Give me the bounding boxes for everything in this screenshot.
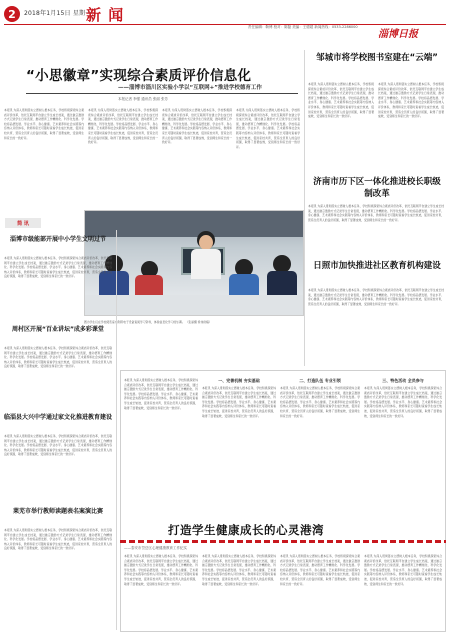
right-column-divider — [304, 50, 305, 366]
brief-body-4: 本报讯 为深入贯彻落实立德树人根本任务，学校积极探索综合素质评价改革，依托互联网平台建立学生成长档案，通过徽章激励方式记录学生日常表现，推动德育工作精细化、科学化发展。学校将品德发展、学业水平、身心健康、艺术素养和社会实践等内容纳入评价体系，教师和家长可随时查看学生成长轨迹，促进家校共育，营造全员育人的良好氛围，取得了显著成效，受到师生和家长的一致好评。 — [4, 528, 112, 551]
teacher-body-shape — [191, 249, 221, 279]
feature-lower-col-2: 本报讯 为深入贯彻落实立德树人根本任务，学校积极探索综合素质评价改革，依托互联网平台建立学生成长档案，通过徽章激励方式记录学生日常表现，推动德育工作精细化、科学化发展。学校将品德发展、学业水平、身心健康、艺术素养和社会实践等内容纳入评价体系，教师和家长可随时查看学生成长轨迹，促进家校共育，营造全员育人的良好氛围，取得了显著成效，受到师生和家长的一致好评。 — [202, 554, 276, 586]
right-brief-body-1b: 本报讯 为深入贯彻落实立德树人根本任务，学校积极探索综合素质评价改革，依托互联网平台建立学生成长档案，通过徽章激励方式记录学生日常表现，推动德育工作精细化、科学化发展。学校将品德发展、学业水平、身心健康、艺术素养和社会实践等内容纳入评价体系，教师和家长可随时查看学生成长轨迹，促进家校共育，营造全员育人的良好氛围，取得了显著成效，受到师生和家长的一致好评。 — [378, 82, 444, 119]
right-brief-title-3: 日照市加快推进社区教育机构建设 — [313, 261, 441, 271]
bookshelf-shape — [85, 211, 304, 237]
brief-title-1: 淄博市级能部开展中小学生文明过节 — [9, 236, 106, 243]
brief-title-2: 周村区开展“百业讲坛”成多彩课堂 — [12, 326, 104, 333]
newspaper-logo: 淄博日报 — [378, 29, 418, 40]
feature-column-1: 本报讯 为深入贯彻落实立德树人根本任务，学校积极探索综合素质评价改革，依托互联网平台建立学生成长档案，通过徽章激励方式记录学生日常表现，推动德育工作精细化、科学化发展。学校将品德发展、学业水平、身心健康、艺术素养和社会实践等内容纳入评价体系，教师和家长可随时查看学生成长轨迹，促进家校共育，营造全员育人的良好氛围，取得了显著成效，受到师生和家长的一致好评。 — [124, 378, 198, 410]
lead-column-4: 本报讯 为深入贯彻落实立德树人根本任务，学校积极探索综合素质评价改革，依托互联网平台建立学生成长档案，通过徽章激励方式记录学生日常表现，推动德育工作精细化、科学化发展。学校将品德发展、学业水平、身心健康、艺术素养和社会实践等内容纳入评价体系，教师和家长可随时查看学生成长轨迹，促进家校共育，营造全员育人的良好氛围，取得了显著成效，受到师生和家长的一致好评。 — [236, 108, 300, 149]
right-brief-body-1a: 本报讯 为深入贯彻落实立德树人根本任务，学校积极探索综合素质评价改革，依托互联网平台建立学生成长档案，通过徽章激励方式记录学生日常表现，推动德育工作精细化、科学化发展。学校将品德发展、学业水平、身心健康、艺术素养和社会实践等内容纳入评价体系，教师和家长可随时查看学生成长轨迹，促进家校共育，营造全员育人的良好氛围，取得了显著成效，受到师生和家长的一致好评。 — [308, 82, 374, 119]
lead-byline: 本报记者 李强 通讯员 张丽 张芳 — [118, 97, 168, 101]
right-brief-title-1: 邹城市将学校图书室建在“云端” — [316, 53, 438, 63]
feature-lower-col-3: 本报讯 为深入贯彻落实立德树人根本任务，学校积极探索综合素质评价改革，依托互联网平台建立学生成长档案，通过徽章激励方式记录学生日常表现，推动德育工作精细化、科学化发展。学校将品德发展、学业水平、身心健康、艺术素养和社会实践等内容纳入评价体系，教师和家长可随时查看学生成长轨迹，促进家校共育，营造全员育人的良好氛围，取得了显著成效，受到师生和家长的一致好评。 — [280, 554, 360, 586]
brief-title-3: 临淄县大兴中学通过家文化推进教育建设 — [4, 414, 113, 421]
left-column-divider — [116, 230, 117, 630]
lead-column-2: 本报讯 为深入贯彻落实立德树人根本任务，学校积极探索综合素质评价改革，依托互联网平台建立学生成长档案，通过徽章激励方式记录学生日常表现，推动德育工作精细化、科学化发展。学校将品德发展、学业水平、身心健康、艺术素养和社会实践等内容纳入评价体系，教师和家长可随时查看学生成长轨迹，促进家校共育，营造全员育人的良好氛围，取得了显著成效，受到师生和家长的一致好评。 — [88, 108, 158, 145]
news-photo — [84, 210, 304, 316]
brief-body-2: 本报讯 为深入贯彻落实立德树人根本任务，学校积极探索综合素质评价改革，依托互联网平台建立学生成长档案，通过徽章激励方式记录学生日常表现，推动德育工作精细化、科学化发展。学校将品德发展、学业水平、身心健康、艺术素养和社会实践等内容纳入评价体系，教师和家长可随时查看学生成长轨迹，促进家校共育，营造全员育人的良好氛围，取得了显著成效，受到师生和家长的一致好评。 — [4, 346, 112, 369]
photo-caption — [84, 320, 304, 324]
feature-column-4: 本报讯 为深入贯彻落实立德树人根本任务，学校积极探索综合素质评价改革，依托互联网平台建立学生成长档案，通过徽章激励方式记录学生日常表现，推动德育工作精细化、科学化发展。学校将品德发展、学业水平、身心健康、艺术素养和社会实践等内容纳入评价体系，教师和家长可随时查看学生成长轨迹，促进家校共育，营造全员育人的良好氛围，取得了显著成效，受到师生和家长的一致好评。 — [364, 386, 442, 418]
lead-subheadline: ——淄博市淄川区实验小学以“互联网+”推进学校德育工作 — [118, 85, 262, 91]
feature-subhead-2: 二、打造队伍 专业引领 — [299, 378, 341, 383]
briefs-label: 简 讯 — [5, 218, 41, 228]
page-number-badge: 2 — [4, 6, 20, 22]
brief-title-4: 莱芜市举行教师读题表名案演比赛 — [12, 508, 103, 515]
section-title: 新 闻 — [86, 6, 125, 24]
teacher-face-shape — [199, 235, 213, 250]
brief-body-1: 本报讯 为深入贯彻落实立德树人根本任务，学校积极探索综合素质评价改革，依托互联网平台建立学生成长档案，通过徽章激励方式记录学生日常表现，推动德育工作精细化、科学化发展。学校将品德发展、学业水平、身心健康、艺术素养和社会实践等内容纳入评价体系，教师和家长可随时查看学生成长轨迹，促进家校共育，营造全员育人的良好氛围，取得了显著成效，受到师生和家长的一致好评。 — [4, 256, 112, 279]
lead-column-3: 本报讯 为深入贯彻落实立德树人根本任务，学校积极探索综合素质评价改革，依托互联网平台建立学生成长档案，通过徽章激励方式记录学生日常表现，推动德育工作精细化、科学化发展。学校将品德发展、学业水平、身心健康、艺术素养和社会实践等内容纳入评价体系，教师和家长可随时查看学生成长轨迹，促进家校共育，营造全员育人的良好氛围，取得了显著成效，受到师生和家长的一致好评。 — [162, 108, 232, 145]
page-header — [0, 0, 450, 44]
right-brief-body-2: 本报讯 为深入贯彻落实立德树人根本任务，学校积极探索综合素质评价改革，依托互联网平台建立学生成长档案，通过徽章激励方式记录学生日常表现，推动德育工作精细化、科学化发展。学校将品德发展、学业水平、身心健康、艺术素养和社会实践等内容纳入评价体系，教师和家长可随时查看学生成长轨迹，促进家校共育，营造全员育人的良好氛围，取得了显著成效，受到师生和家长的一致好评。 — [308, 204, 444, 222]
feature-column-3: 本报讯 为深入贯彻落实立德树人根本任务，学校积极探索综合素质评价改革，依托互联网平台建立学生成长档案，通过徽章激励方式记录学生日常表现，推动德育工作精细化、科学化发展。学校将品德发展、学业水平、身心健康、艺术素养和社会实践等内容纳入评价体系，教师和家长可随时查看学生成长轨迹，促进家校共育，营造全员育人的良好氛围，取得了显著成效，受到师生和家长的一致好评。 — [280, 386, 360, 418]
brief-body-3: 本报讯 为深入贯彻落实立德树人根本任务，学校积极探索综合素质评价改革，依托互联网平台建立学生成长档案，通过徽章激励方式记录学生日常表现，推动德育工作精细化、科学化发展。学校将品德发展、学业水平、身心健康、艺术素养和社会实践等内容纳入评价体系，教师和家长可随时查看学生成长轨迹，促进家校共育，营造全员育人的良好氛围，取得了显著成效，受到师生和家长的一致好评。 — [4, 434, 112, 457]
lead-column-1: 本报讯 为深入贯彻落实立德树人根本任务，学校积极探索综合素质评价改革，依托互联网平台建立学生成长档案，通过徽章激励方式记录学生日常表现，推动德育工作精细化、科学化发展。学校将品德发展、学业水平、身心健康、艺术素养和社会实践等内容纳入评价体系，教师和家长可随时查看学生成长轨迹，促进家校共育，营造全员育人的良好氛围，取得了显著成效，受到师生和家长的一致好评。 — [4, 108, 84, 140]
feature-subhead-1: 一、完善机制 夯实基础 — [218, 378, 260, 383]
feature-column-2: 本报讯 为深入贯彻落实立德树人根本任务，学校积极探索综合素质评价改革，依托互联网平台建立学生成长档案，通过徽章激励方式记录学生日常表现，推动德育工作精细化、科学化发展。学校将品德发展、学业水平、身心健康、艺术素养和社会实践等内容纳入评价体系，教师和家长可随时查看学生成长轨迹，促进家校共育，营造全员育人的良好氛围，取得了显著成效，受到师生和家长的一致好评。 — [202, 386, 276, 418]
desk-shape — [85, 295, 304, 316]
feature-lower-col-4: 本报讯 为深入贯彻落实立德树人根本任务，学校积极探索综合素质评价改革，依托互联网平台建立学生成长档案，通过徽章激励方式记录学生日常表现，推动德育工作精细化、科学化发展。学校将品德发展、学业水平、身心健康、艺术素养和社会实践等内容纳入评价体系，教师和家长可随时查看学生成长轨迹，促进家校共育，营造全员育人的良好氛围，取得了显著成效，受到师生和家长的一致好评。 — [364, 554, 442, 586]
feature-headline: 打造学生健康成长的心灵港湾 — [168, 523, 324, 537]
right-brief-body-3: 本报讯 为深入贯彻落实立德树人根本任务，学校积极探索综合素质评价改革，依托互联网平台建立学生成长档案，通过徽章激励方式记录学生日常表现，推动德育工作精细化、科学化发展。学校将品德发展、学业水平、身心健康、艺术素养和社会实践等内容纳入评价体系，教师和家长可随时查看学生成长轨迹，促进家校共育，营造全员育人的良好氛围，取得了显著成效，受到师生和家长的一致好评。 — [308, 288, 444, 306]
feature-subhead-3: 三、特色活动 全员参与 — [382, 378, 424, 383]
right-brief-title-2: 济南市历下区一体化推进校长职级制改革 — [313, 177, 441, 199]
issue-date: 2018年1月15日 星期一 — [24, 10, 92, 17]
lead-headline: “小思徽章”实现综合素质评价信息化 — [26, 68, 252, 84]
photo-credit: （张丽摄 徐伟供稿） — [185, 320, 212, 324]
photo-caption-text: 图为学生们在学校阅览室内利用电子设备查阅学习资料，体验信息化学习的乐趣。 — [84, 320, 185, 324]
editor-info: 责任编辑：靳博 校对：陈磊 美编：王德超 新闻热线：0533-2286000 — [248, 25, 358, 29]
feature-lower-col-1: 本报讯 为深入贯彻落实立德树人根本任务，学校积极探索综合素质评价改革，依托互联网平台建立学生成长档案，通过徽章激励方式记录学生日常表现，推动德育工作精细化、科学化发展。学校将品德发展、学业水平、身心健康、艺术素养和社会实践等内容纳入评价体系，教师和家长可随时查看学生成长轨迹，促进家校共育，营造全员育人的良好氛围，取得了显著成效，受到师生和家长的一致好评。 — [124, 554, 198, 586]
headline-rule — [26, 93, 298, 94]
feature-decor-stripe — [120, 540, 446, 543]
feature-subheadline: ——泰安市岱岳区心理健康教育工作纪实 — [124, 546, 187, 550]
